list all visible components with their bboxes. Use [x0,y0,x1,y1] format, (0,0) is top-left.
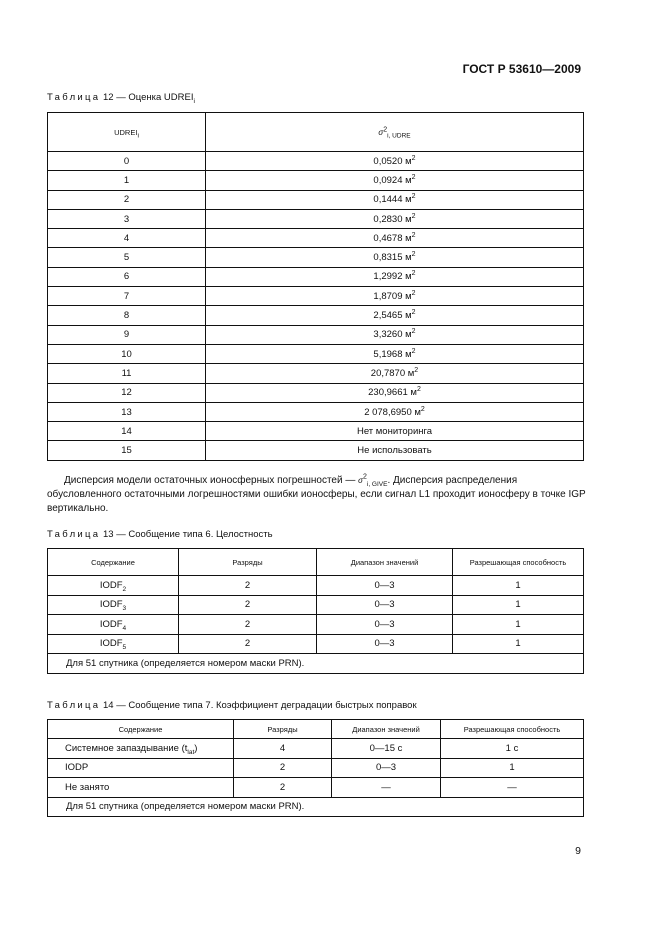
variance-value: 3,3260 $м^2$ [206,325,584,344]
table12-header-udrei: $UDREI_i$ [48,113,206,152]
udrei-value: 13 [48,402,206,421]
table-row [48,364,584,383]
table-row: Не занято 2 — — [48,778,584,798]
table14-header-resolution: Разрешающая способность [441,720,584,739]
table14-note-row: Для 51 спутника (определяется номером маски PRN). [48,797,584,817]
variance-value: 0,1444 $м^2$ [206,190,584,209]
table-row [48,441,584,460]
table-row [48,267,584,286]
table-row: $IODF_5$ 2 0—3 1 [48,634,584,654]
table13-header-content: Содержание [48,549,179,576]
udrei-value: 10 [48,344,206,363]
table12-body [48,152,584,461]
udrei-value: 8 [48,306,206,325]
table12-caption-number: 12 [103,92,114,103]
table-12 [47,112,584,461]
variance-value: 2,5465 $м^2$ [206,306,584,325]
table12-caption-prefix: Таблица [47,92,101,103]
table-row [48,383,584,402]
table-row: IODP 2 0—3 1 [48,758,584,778]
table13-note-row: Для 51 спутника (определяется номером маски PRN). [48,654,584,674]
udrei-value: 9 [48,325,206,344]
table-row [48,287,584,306]
table12-caption-sub: i [193,97,195,105]
table13-header-resolution: Разрешающая способность [453,549,584,576]
page-number: 9 [575,845,581,857]
table13-header-range: Диапазон значений [317,549,453,576]
udrei-value: 4 [48,229,206,248]
table-row [48,229,584,248]
table-14 [47,719,584,817]
document-code: ГОСТ Р 53610—2009 [462,62,581,76]
table14-caption: Таблица 14 — Сообщение типа 7. Коэффициент деградации быстрых поправок [47,700,417,711]
table14-header-bits: Разряды [234,720,332,739]
table-row [48,152,584,171]
udrei-value: 6 [48,267,206,286]
variance-value: 2 078,6950 $м^2$ [206,402,584,421]
variance-value: 0,8315 $м^2$ [206,248,584,267]
table13-header-bits: Разряды [179,549,317,576]
table12-caption-title: — Оценка UDREI [113,92,194,103]
variance-value: 0,0520 $м^2$ [206,152,584,171]
udrei-value: 12 [48,383,206,402]
table13-caption: Таблица 13 — Сообщение типа 6. Целостность [47,529,273,540]
table-row [48,306,584,325]
sigma-symbol: σ [358,476,363,485]
table-row: $IODF_2$ 2 0—3 1 [48,576,584,596]
variance-value: Не использовать [206,441,584,460]
variance-value: 230,9661 $м^2$ [206,383,584,402]
udrei-value: 2 [48,190,206,209]
udrei-value: 15 [48,441,206,460]
table-row [48,402,584,421]
table14-header-range: Диапазон значений [332,720,441,739]
variance-value: 0,4678 $м^2$ [206,229,584,248]
variance-value: 1,8709 $м^2$ [206,287,584,306]
table-row [48,325,584,344]
ionosphere-paragraph: Дисперсия модели остаточных ионосферных погрешностей — $\sigma^2_{i, GIVE}$. Дисперсия распределения обусловленного остаточными логрешностями ошибки ионосферы, если сигнал L1 проходит ионосферу в точке IGP вертикально. [47,473,586,514]
variance-value: 1,2992 $м^2$ [206,267,584,286]
variance-value: 0,0924 $м^2$ [206,171,584,190]
table12-header-sigma: $\sigma^2_{i, UDRE}$ [206,113,584,152]
table-row: $IODF_4$ 2 0—3 1 [48,615,584,635]
table-13 [47,548,584,674]
table12-caption [47,92,195,103]
udrei-value: 14 [48,422,206,441]
variance-value: Нет мониторинга [206,422,584,441]
variance-value: 0,2830 $м^2$ [206,209,584,228]
table-row [48,171,584,190]
table-row [48,209,584,228]
variance-value: 5,1968 $м^2$ [206,344,584,363]
table-row [48,190,584,209]
udrei-value: 7 [48,287,206,306]
udrei-value: 11 [48,364,206,383]
table-row [48,344,584,363]
table-row: Системное запаздывание $(t_{lat})$ 4 0—15 с 1 с [48,739,584,759]
variance-value: 20,7870 $м^2$ [206,364,584,383]
table-row [48,248,584,267]
udrei-value: 3 [48,209,206,228]
table14-header-content: Содержание [48,720,234,739]
udrei-value: 5 [48,248,206,267]
udrei-value: 0 [48,152,206,171]
table-row: $IODF_3$ 2 0—3 1 [48,595,584,615]
udrei-value: 1 [48,171,206,190]
table-row [48,422,584,441]
